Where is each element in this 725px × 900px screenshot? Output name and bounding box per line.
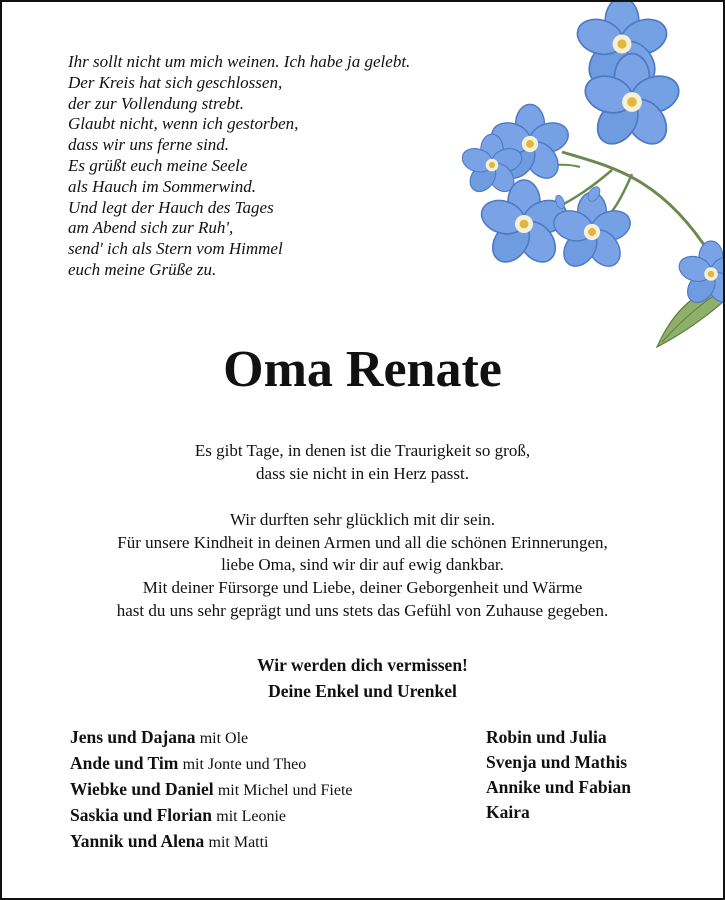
mourner-children: mit Michel und Fiete xyxy=(217,782,353,800)
poem-line: Der Kreis hat sich geschlossen, xyxy=(68,72,283,92)
mourner-entry xyxy=(70,829,353,855)
gratitude-paragraph xyxy=(2,509,723,623)
deceased-name: Oma Renate xyxy=(223,341,502,398)
mourner-names: Saskia und Florian xyxy=(70,805,212,826)
mourner-names: Yannik und Alena xyxy=(70,831,205,852)
mourner-names: Wiebke und Daniel xyxy=(70,779,214,800)
poem-line: der zur Vollendung strebt. xyxy=(68,93,244,113)
text-line: Mit deiner Fürsorge und Liebe, deiner Geborgenheit und Wärme xyxy=(142,578,583,598)
poem-line: Und legt der Hauch des Tages xyxy=(68,197,274,217)
poem-line: Ihr sollt nicht um mich weinen. Ich habe ja gelebt. xyxy=(68,52,411,71)
mourner-names: Kaira xyxy=(486,802,530,823)
mourner-children: mit Ole xyxy=(199,730,249,747)
forget-me-not-flowers-icon xyxy=(462,2,723,352)
mourner-names: Annike und Fabian xyxy=(486,777,631,798)
poem-line: send' ich als Stern vom Himmel xyxy=(68,239,283,259)
text-line: Es gibt Tage, in denen ist die Traurigkeit so groß, xyxy=(194,441,531,460)
poem-line: Glaubt nicht, wenn ich gestorben, xyxy=(68,114,299,134)
poem-line: am Abend sich zur Ruh', xyxy=(68,218,234,238)
closing-lines xyxy=(2,652,723,704)
poem xyxy=(68,52,410,281)
poem-line: euch meine Grüße zu. xyxy=(68,259,217,279)
mourner-names: Ande und Tim xyxy=(70,753,179,774)
mourner-children: mit Matti xyxy=(208,834,269,852)
closing-line-1: Wir werden dich vermissen! xyxy=(257,655,468,675)
text-line: liebe Oma, sind wir dir auf ewig dankbar. xyxy=(221,555,504,575)
mourner-names: Svenja und Mathis xyxy=(486,752,628,773)
text-line: hast du uns sehr geprägt und uns stets das Gefühl von Zuhause gegeben. xyxy=(116,600,609,620)
mourners-right-column xyxy=(486,725,631,825)
mourner-names: Robin und Julia xyxy=(486,727,607,747)
text-line: Wir durften sehr glücklich mit dir sein. xyxy=(229,510,496,529)
mourner-entry xyxy=(70,725,353,751)
mourner-names: Jens und Dajana xyxy=(70,727,196,747)
poem-line: als Hauch im Sommerwind. xyxy=(68,176,256,196)
mourners-left-column xyxy=(70,725,353,855)
mourner-children: mit Leonie xyxy=(216,808,287,826)
poem-line: Es grüßt euch meine Seele xyxy=(68,155,248,175)
text-line: Für unsere Kindheit in deinen Armen und all die schönen Erinnerungen, xyxy=(117,532,608,552)
text-line: dass sie nicht in ein Herz passt. xyxy=(256,463,469,483)
intro-paragraph xyxy=(2,440,723,485)
mourner-children: mit Jonte und Theo xyxy=(182,756,307,774)
closing-line-2: Deine Enkel und Urenkel xyxy=(268,681,457,701)
mourner-entry xyxy=(70,777,353,803)
mourner-entry xyxy=(70,803,353,829)
mourner-entry xyxy=(70,751,353,777)
poem-line: dass wir uns ferne sind. xyxy=(68,135,230,155)
